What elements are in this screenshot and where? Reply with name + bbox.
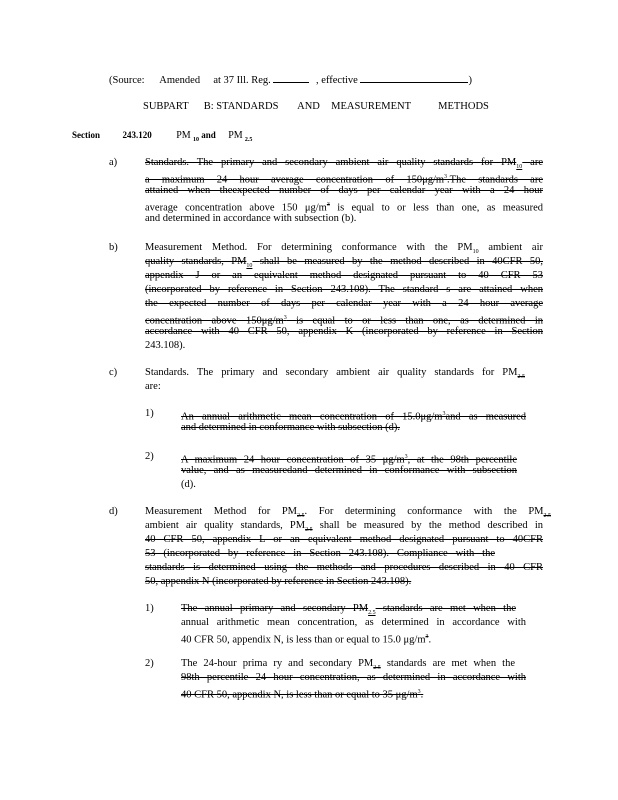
d1-line-3: 40 CFR 50, appendix N, is less than or equal to 15.0 $\mu g/m^3$. [181, 634, 432, 646]
subpart-measurement: MEASUREMENT [331, 101, 411, 112]
subsection-d-label: d) [109, 506, 118, 517]
c-line-1: Standards. The primary and secondary ambient air quality standards for $PM_{2.5}$ [145, 367, 525, 381]
d1-line-1: The annual primary and secondary $PM_{2.5}$ standards are met when the [181, 603, 516, 617]
subsection-a-label: a) [109, 157, 118, 168]
d2-label: 2) [145, 658, 154, 669]
section-pm10: PM [176, 130, 191, 141]
c2-line-3: (d). [181, 479, 196, 490]
section-sub25: 2.5 [244, 136, 253, 143]
d2-line-3: 40 CFR 50, appendix N, is less than or equal to 35 $\mu g/m^3$. [181, 689, 424, 701]
b-line-2: quality standards, $PM_{10}$ shall be measured by the method described in 40CFR 50, [145, 256, 544, 270]
source-close: ) [468, 75, 472, 86]
section-label: Section [72, 130, 100, 140]
c2-line-1: A maximum 24 hour concentration of 35 $\mu g/m^3$, at the 98th percentile [181, 454, 517, 466]
subpart-heading [143, 100, 489, 114]
section-heading [72, 128, 252, 147]
section-and: and [201, 130, 216, 140]
a-line-2: a maximum 24 hour average concentration of $150\mu g/m^3.The$ standards are [145, 174, 543, 186]
a-line-4: average concentration above 150 $\mu g/m^3$ is equal to or less than one, as measured [145, 202, 544, 214]
source-amended: Amended [159, 75, 201, 86]
c2-line-2: value, and as measuredand determined in conformance with subsection [181, 465, 517, 476]
subpart-methods: METHODS [438, 101, 489, 112]
a-line-1: Standards. The primary and secondary ambient air quality standards for $PM_{10}$ are [145, 157, 543, 171]
d1-line-2: annual arithmetic mean concentration, as determined in accordance with [181, 617, 526, 628]
section-sub10: 10 [192, 136, 199, 143]
subsection-b-label: b) [109, 242, 118, 253]
source-prefix: (Source: [109, 75, 145, 86]
b-line-8: 243.108). [145, 340, 186, 351]
b-line-3: appendix J or an equivalent method designated pursuant to 40 CFR 53 [145, 270, 543, 281]
d-line-4: 53 (incorporated by reference in Section 243.108). Compliance with the [145, 548, 495, 559]
d2-line-2: 98th percentile 24 hour concentration, as determined in accordance with [181, 672, 526, 683]
d-line-3: 40 CFR 50, appendix L or an equivalent method designated pursuant to 40CFR [145, 534, 543, 545]
c1-label: 1) [145, 408, 154, 419]
b-line-1: Measurement Method. For determining conformance with the $PM_{10}$ ambient air [145, 242, 544, 256]
d-line-6: 50, appendix N (incorporated by reference in Section 243.108). [145, 576, 412, 587]
b-line-5: the expected number of days per calendar year with a 24 hour average [145, 298, 543, 309]
d-line-2: ambient air quality standards, $PM_{2.5}$ shall be measured by the method described in [145, 520, 543, 534]
source-line [109, 72, 472, 88]
d-line-5: standards is determined using the methods and procedures described in 40 CFR [145, 562, 543, 573]
a-line-5: and determined in accordance with subsection (b). [145, 213, 357, 224]
subpart-word: SUBPART [143, 101, 189, 112]
c1-line-1: An annual arithmetic mean concentration of $15.0\mu g/m^3and$ as measured [181, 411, 526, 423]
source-register: at 37 Ill. Reg. [213, 75, 271, 86]
b-line-7: accordance with 40 CFR 50, appendix K (incorporated by reference in Section [145, 326, 543, 337]
section-number: 243.120 [122, 130, 152, 140]
section-pm25: PM [228, 130, 243, 141]
c-line-2: are: [145, 381, 161, 392]
c2-label: 2) [145, 451, 154, 462]
a-line-3: attained when theexpected number of days per calendar year with a 24 hour [145, 185, 543, 196]
d-line-1: Measurement Method for $PM_{2.5}$. For determining conformance with the $PM_{2.5}$ [145, 506, 551, 520]
d2-line-1: The 24-hour prima ry and secondary $PM_{2.5}$ standards are met when the [181, 658, 515, 672]
c1-line-2: and determined in conformance with subsection (d). [181, 422, 400, 433]
b-line-4: (incorporated by reference in Section 243.108). The standard s are attained when [145, 284, 543, 295]
b-line-6: concentration above $150\mu g/m^3$ is equal to or less than one, as determined in [145, 315, 543, 327]
subpart-and: AND [297, 101, 320, 112]
register-blank [273, 72, 309, 83]
subsection-c-label: c) [109, 367, 118, 378]
source-sep: , [316, 75, 319, 86]
subpart-letter: B: [203, 101, 214, 112]
subpart-standards: STANDARDS [216, 101, 279, 112]
d1-label: 1) [145, 603, 154, 614]
effective-blank [360, 72, 468, 83]
source-effective: effective [321, 75, 358, 86]
